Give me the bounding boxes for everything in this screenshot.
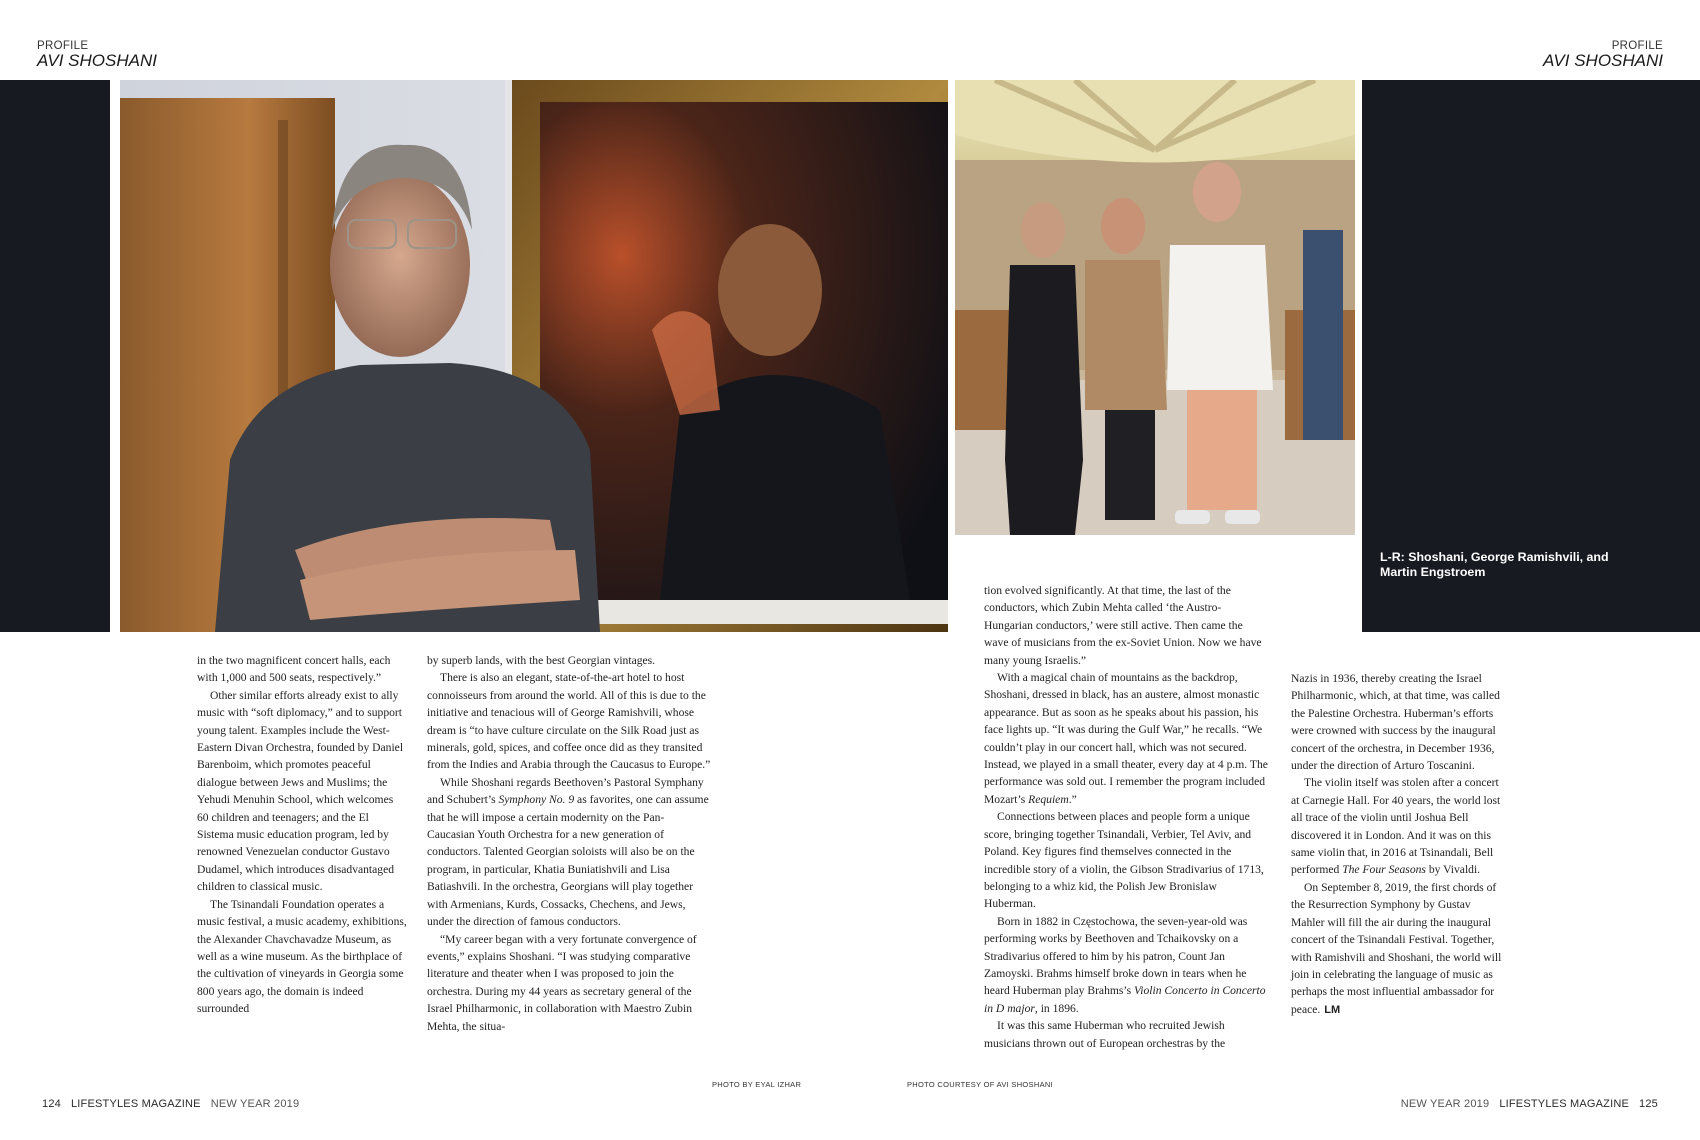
photo-caption: L-R: Shoshani, George Ramishvili, and Martin Engstroem bbox=[1380, 550, 1609, 579]
end-mark: LM bbox=[1324, 1003, 1341, 1016]
text-run: , in 1896. bbox=[1034, 1001, 1079, 1015]
section-name: AVI SHOSHANI bbox=[37, 51, 157, 71]
paragraph bbox=[1291, 879, 1503, 1019]
paragraph bbox=[984, 669, 1270, 808]
italic-title: Symphony No. 9 bbox=[498, 793, 575, 807]
text-run: While Shoshani regards Beethoven’s Pastoral Symphany and Schubert’s bbox=[427, 775, 704, 807]
magazine-name: LIFESTYLES MAGAZINE bbox=[1499, 1098, 1630, 1110]
text-run: by Vivaldi. bbox=[1425, 863, 1481, 877]
folio-left bbox=[42, 1098, 299, 1110]
paragraph: tion evolved significantly. At that time, the last of the conductors, which Zubin Mehta called ‘the Austro-Hungarian conductors,’ were still active. Then came the wave of musicians from the ex-Soviet Union. Now we have many young Israelis.” bbox=[984, 584, 1262, 667]
italic-title: Violin Concerto in Concerto in D major bbox=[984, 984, 1266, 1015]
paragraph: Nazis in 1936, thereby creating the Israel Philharmonic, which, at that time, was called the Palestine Orchestra. Huberman’s efforts were crowned with success by the inaugural concert of the orchestra, in December 1936, under the direction of Arturo Toscanini. bbox=[1291, 672, 1500, 773]
text-run: as favorites, one can assume that he will impose a certain modernity on the Pan-Caucasian Youth Orchestra for a new generation of conductors. Talented Georgian soloists will also be on the program, in particular, Khatia Buniatishvili and Lisa Batiashvili. In the orchestra, Georgians will play together with Armenians, Kurds, Cossacks, Chechens, and Jews, under the direction of famous conductors. bbox=[427, 793, 709, 929]
group-photo-icon bbox=[955, 80, 1355, 535]
paragraph: “My career began with a very fortunate convergence of events,” explains Shoshani. “I was studying comparative literature and theater when I was proposed to join the orchestra. During my 44 years as secretary general of the Israel Philharmonic, in collaboration with Maestro Zubin Mehta, the situa- bbox=[427, 932, 697, 1033]
portrait-photo-icon bbox=[120, 80, 948, 632]
photo-credit: PHOTO COURTESY OF AVI SHOSHANI bbox=[907, 1080, 1053, 1089]
paragraph bbox=[427, 774, 711, 931]
page-number: 124 bbox=[42, 1098, 61, 1110]
paragraph: by superb lands, with the best Georgian vintages. bbox=[427, 654, 656, 667]
text-column-4 bbox=[1291, 670, 1503, 1019]
paragraph bbox=[1291, 774, 1503, 878]
group-photo bbox=[955, 80, 1355, 535]
text-run: The violin itself was stolen after a concert at Carnegie Hall. For 40 years, the world lost all trace of the violin until Joshua Bell discovered it in London. And it was on this same violin that, in 2016 at Tsinandali, Bell performed bbox=[1291, 776, 1501, 877]
paragraph: The Tsinandali Foundation operates a music festival, a music academy, exhibitions, the Alexander Chavchavadze Museum, as well as a wine museum. As the birthplace of the cultivation of vineyards in Georgia some 800 years ago, the domain is indeed surrounded bbox=[197, 897, 407, 1016]
paragraph: Other similar efforts already exist to ally music with “soft diplomacy,” and to support young talent. Examples include the West-Eastern Divan Orchestra, founded by Daniel Barenboim, which promotes peaceful dialogue between Jews and Muslims; the Yehudi Menuhin School, which welcomes 60 children and teenagers; and the El Sistema music education program, led by renowned Venezuelan conductor Gustavo Dudamel, which introduces disadvantaged children to classical music. bbox=[197, 688, 404, 894]
folio-right bbox=[1401, 1098, 1658, 1110]
issue-name: NEW YEAR 2019 bbox=[1400, 1098, 1490, 1110]
photo-credit: PHOTO BY EYAL IZHAR bbox=[712, 1080, 802, 1089]
text-run: .” bbox=[1068, 792, 1077, 806]
text-run: On September 8, 2019, the first chords of the Resurrection Symphony by Gustav Mahler will fill the air during the inaugural concert of the Tsinandali Festival. Together, with Ramishvili and Shoshani, the world will join in celebrating the language of music as perhaps the most influential ambassador for peace. bbox=[1291, 880, 1502, 1016]
section-kicker: PROFILE bbox=[1611, 40, 1663, 52]
running-head-left bbox=[37, 40, 157, 70]
text-run: Born in 1882 in Częstochowa, the seven-year-old was performing works by Beethoven and Tchaikovsky on a Stradivarius offered to him by his patron, Count Jan Zamoyski. Brahms himself broke down in tears when he heard Huberman play Brahms’s bbox=[984, 914, 1248, 998]
text-run: With a magical chain of mountains as the backdrop, Shoshani, dressed in black, has an austere, almost monastic appearance. But as soon as he speaks about his passion, his face lights up. “It was during the Gulf War,” he recalls. “We couldn’t play in our concert hall, which was not secured. Instead, we played in a small theater, every day at 4 p.m. The performance was sold out. I remember the program included Mozart’s bbox=[984, 671, 1268, 806]
running-head-right bbox=[1543, 40, 1663, 70]
magazine-name: LIFESTYLES MAGAZINE bbox=[70, 1098, 201, 1110]
italic-title: Requiem bbox=[1028, 792, 1069, 806]
paragraph: It was this same Huberman who recruited Jewish musicians thrown out of European orchestras by the bbox=[984, 1019, 1226, 1050]
portrait-photo bbox=[120, 80, 948, 632]
paragraph bbox=[984, 913, 1270, 1017]
text-column-1 bbox=[197, 652, 407, 1018]
paragraph: in the two magnificent concert halls, each with 1,000 and 500 seats, respectively.” bbox=[197, 654, 391, 685]
paragraph: There is also an elegant, state-of-the-art hotel to host connoisseurs from around the world. All of this is due to the initiative and tenacious will of George Ramishvili, whose dream is “to have culture circulate on the Silk Road just as minerals, gold, spices, and coffee once did as they transited from the Indies and Arabia through the Caucasus to Europe.” bbox=[427, 671, 711, 772]
dark-band-left bbox=[0, 80, 110, 632]
issue-name: NEW YEAR 2019 bbox=[210, 1098, 300, 1110]
text-column-2 bbox=[427, 652, 711, 1035]
page-number: 125 bbox=[1639, 1098, 1658, 1110]
section-kicker: PROFILE bbox=[37, 40, 89, 52]
text-column-3 bbox=[984, 582, 1270, 1052]
paragraph: Connections between places and people form a unique score, bringing together Tsinandali, Verbier, Tel Aviv, and Poland. Key figures find themselves connected in the incredible story of a violin, the Gibson Stradivarius of 1713, belonging to a whiz kid, the Polish Jew Bronislaw Huberman. bbox=[984, 810, 1264, 911]
section-name: AVI SHOSHANI bbox=[1543, 51, 1663, 71]
italic-title: The Four Seasons bbox=[1342, 863, 1426, 877]
